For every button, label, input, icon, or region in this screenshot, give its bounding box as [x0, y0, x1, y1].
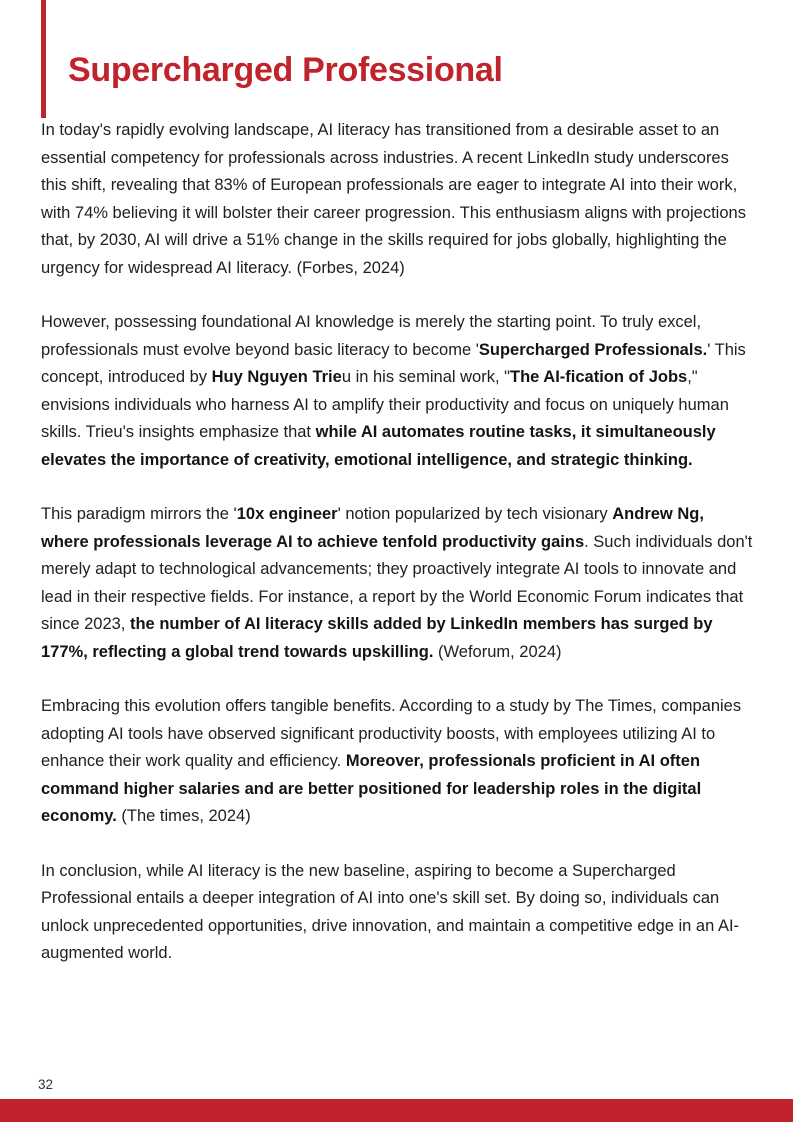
- page-number: 32: [38, 1077, 54, 1092]
- paragraph-conclusion: In conclusion, while AI literacy is the new baseline, aspiring to become a Supercharged Professional entails a deeper integration of AI into one's skill set. By doing so, individuals can unlock unprecedented opportunities, drive innovation, and maintain a competitive edge in an AI-augmented world.: [41, 861, 740, 962]
- page-title: Supercharged Professional: [68, 51, 503, 89]
- footer-accent-bar: [0, 1099, 793, 1122]
- paragraph-10x-engineer: This paradigm mirrors the '10x engineer' notion popularized by tech visionary Andrew Ng, where professionals leverage AI to achieve tenfold productivity gains. Such individuals don't merely adapt to technological advancements; they proactively integrate AI tools to innovate and lead in their respective fields. For instance, a report by the World Economic Forum indicates that since 2023, the number of AI literacy skills added by LinkedIn members has surged by 177%, reflecting a global trend towards upskilling. (Weforum, 2024): [41, 505, 753, 661]
- paragraph-intro: In today's rapidly evolving landscape, AI literacy has transitioned from a desirable asset to an essential competency for professionals across industries. A recent LinkedIn study underscores this shift, revealing that 83% of European professionals are eager to integrate AI into their work, with 74% believing it will bolster their career progression. This enthusiasm aligns with projections that, by 2030, AI will drive a 51% change in the skills required for jobs globally, highlighting the urgency for widespread AI literacy. (Forbes, 2024): [41, 121, 746, 277]
- title-accent-bar: [41, 0, 46, 118]
- page-content: [0, 50, 793, 968]
- page-body: [41, 117, 755, 968]
- paragraph-supercharged-concept: However, possessing foundational AI knowledge is merely the starting point. To truly excel, professionals must evolve beyond basic literacy to become 'Supercharged Professionals.' This concept, introduced by Huy Nguyen Trieu in his seminal work, "The AI-fication of Jobs," envisions individuals who harness AI to amplify their productivity and focus on uniquely human skills. Trieu's insights emphasize that while AI automates routine tasks, it simultaneously elevates the importance of creativity, emotional intelligence, and strategic thinking.: [41, 313, 746, 469]
- paragraph-benefits: Embracing this evolution offers tangible benefits. According to a study by The Times, companies adopting AI tools have observed significant productivity boosts, with employees utilizing AI to enhance their work quality and efficiency. Moreover, professionals proficient in AI often command higher salaries and are better positioned for leadership roles in the digital economy. (The times, 2024): [41, 697, 742, 825]
